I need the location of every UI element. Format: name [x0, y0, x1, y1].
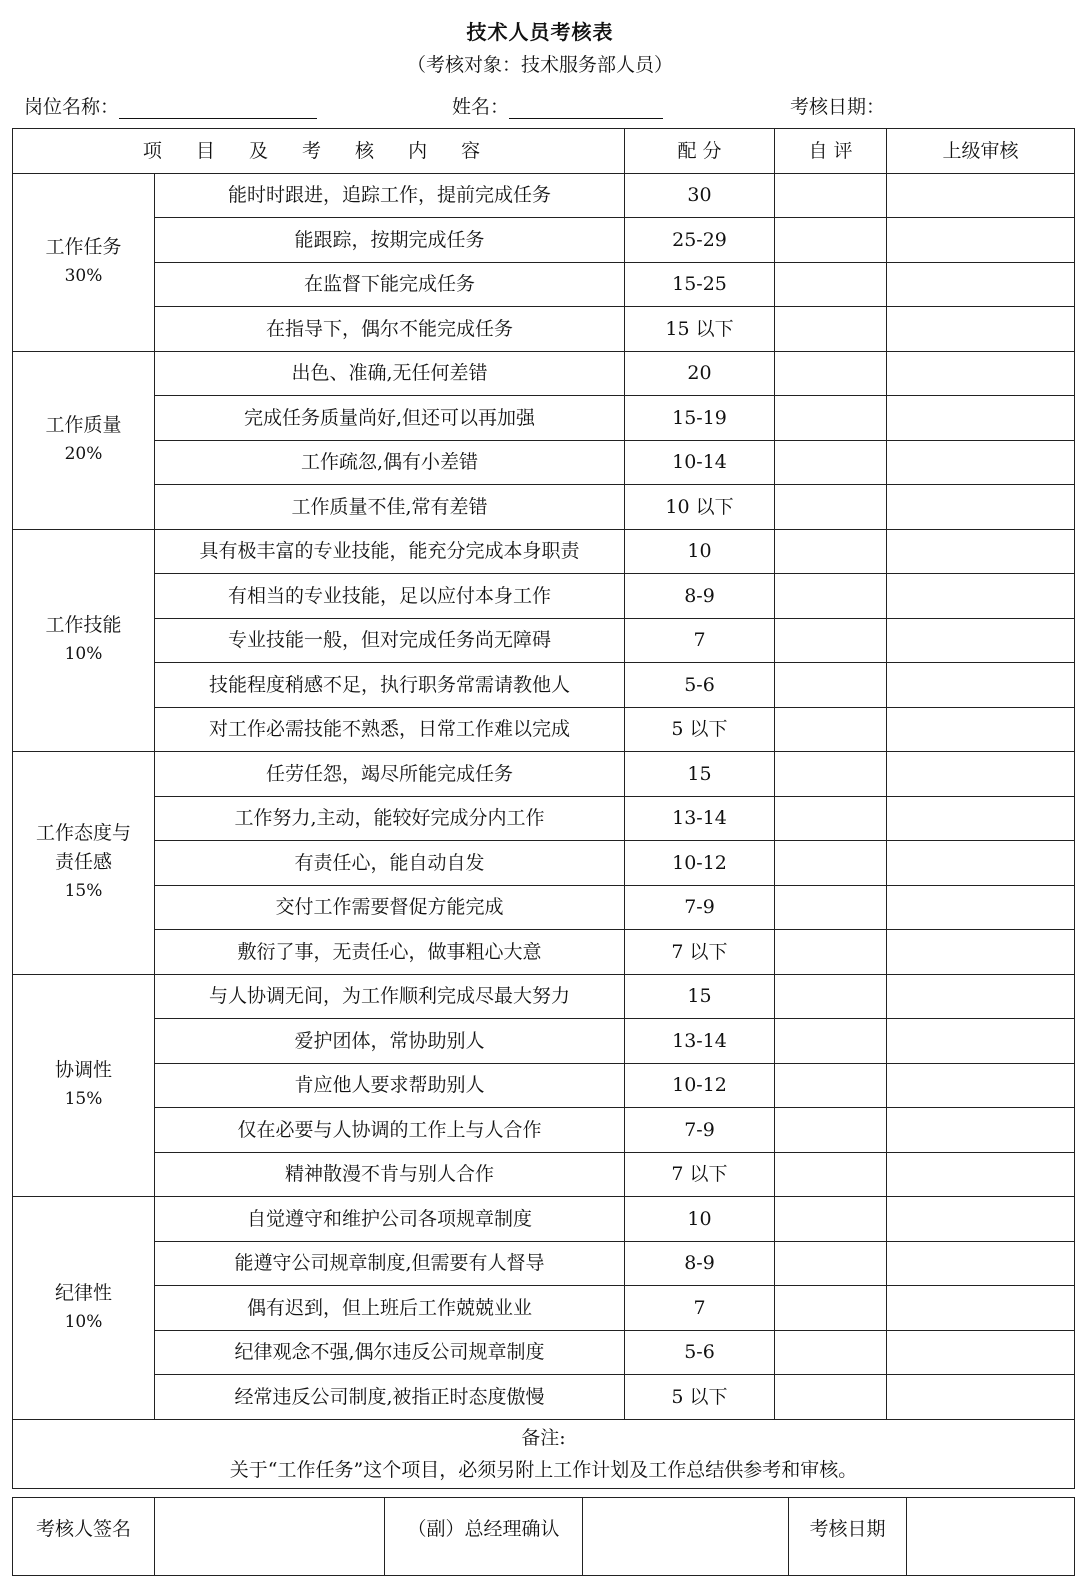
- review-score-cell[interactable]: [887, 307, 1075, 352]
- item-score: 7: [625, 618, 775, 663]
- item-desc: 对工作必需技能不熟悉，日常工作难以完成: [155, 707, 625, 752]
- table-row: [13, 1063, 1075, 1108]
- table-row: [13, 796, 1075, 841]
- review-score-cell[interactable]: [887, 262, 1075, 307]
- item-score: 30: [625, 173, 775, 218]
- table-row: [13, 218, 1075, 263]
- table-row: [13, 440, 1075, 485]
- category-weight: 20%: [64, 444, 103, 464]
- item-desc: 技能程度稍感不足，执行职务常需请教他人: [155, 663, 625, 708]
- category-weight: 15%: [64, 881, 103, 902]
- item-desc: 能时时跟进，追踪工作，提前完成任务: [155, 173, 625, 218]
- category-cell: [13, 974, 155, 1197]
- item-desc: 仅在必要与人协调的工作上与人合作: [155, 1108, 625, 1153]
- table-row: [13, 1286, 1075, 1331]
- review-score-cell[interactable]: [887, 841, 1075, 886]
- table-row: [13, 663, 1075, 708]
- item-desc: 敷衍了事，无责任心，做事粗心大意: [155, 930, 625, 975]
- self-score-cell[interactable]: [775, 1063, 887, 1108]
- table-row: [13, 1241, 1075, 1286]
- item-score: 10: [625, 529, 775, 574]
- item-score: 7 以下: [625, 1152, 775, 1197]
- self-score-cell[interactable]: [775, 1197, 887, 1242]
- table-row: [13, 485, 1075, 530]
- category-cell: [13, 351, 155, 529]
- self-score-cell[interactable]: [775, 707, 887, 752]
- self-score-cell[interactable]: [775, 930, 887, 975]
- category-weight: 10%: [64, 1311, 103, 1332]
- review-score-cell[interactable]: [887, 351, 1075, 396]
- table-row: [13, 752, 1075, 797]
- category-name: 工作质量: [45, 414, 122, 436]
- category-weight: 15%: [64, 1089, 103, 1110]
- form-subtitle: （考核对象：技术服务部人员）: [406, 54, 673, 76]
- item-score: 15: [625, 974, 775, 1019]
- self-score-cell[interactable]: [775, 574, 887, 619]
- item-score: 15 以下: [625, 307, 775, 352]
- table-row: [13, 618, 1075, 663]
- item-desc: 爱护团体，常协助别人: [155, 1019, 625, 1064]
- self-score-cell[interactable]: [775, 351, 887, 396]
- signature-table: [12, 1497, 1075, 1576]
- self-score-cell[interactable]: [775, 529, 887, 574]
- table-row: [13, 396, 1075, 441]
- form-title: 技术人员考核表: [466, 20, 614, 44]
- review-score-cell[interactable]: [887, 1063, 1075, 1108]
- category-name: 工作任务: [45, 236, 122, 258]
- name-field: [452, 92, 663, 119]
- item-score: 10 以下: [625, 485, 775, 530]
- table-row: [13, 307, 1075, 352]
- table-row: [13, 707, 1075, 752]
- signature-row: [13, 1498, 1075, 1576]
- assessment-table: [12, 128, 1075, 1489]
- review-score-cell[interactable]: [887, 974, 1075, 1019]
- remarks-text: 关于“工作任务”这个项目，必须另附上工作计划及工作总结供参考和审核。: [229, 1458, 858, 1481]
- item-score: 15: [625, 752, 775, 797]
- self-score-cell[interactable]: [775, 262, 887, 307]
- review-score-cell[interactable]: [887, 796, 1075, 841]
- table-row: [13, 1152, 1075, 1197]
- item-desc: 与人协调无间，为工作顺利完成尽最大努力: [155, 974, 625, 1019]
- self-score-cell[interactable]: [775, 1241, 887, 1286]
- position-label: 岗位名称：: [24, 96, 120, 118]
- gm-confirm-label: （副）总经理确认: [385, 1498, 583, 1576]
- date-label: 考核日期：: [790, 96, 886, 118]
- item-desc: 工作质量不佳,常有差错: [155, 485, 625, 530]
- item-desc: 在指导下，偶尔不能完成任务: [155, 307, 625, 352]
- position-field: [24, 92, 317, 119]
- self-score-cell[interactable]: [775, 173, 887, 218]
- item-score: 8-9: [625, 1241, 775, 1286]
- table-row: [13, 841, 1075, 886]
- item-score: 20: [625, 351, 775, 396]
- review-score-cell[interactable]: [887, 396, 1075, 441]
- item-score: 7: [625, 1286, 775, 1331]
- table-row: [13, 173, 1075, 218]
- item-score: 5-6: [625, 1330, 775, 1375]
- item-score: 15-19: [625, 396, 775, 441]
- category-weight: 10%: [64, 644, 103, 665]
- item-desc: 有责任心，能自动自发: [155, 841, 625, 886]
- category-name-line2: 责任感: [54, 851, 112, 874]
- table-row: [13, 351, 1075, 396]
- item-score: 5 以下: [625, 1375, 775, 1420]
- item-desc: 经常违反公司制度,被指正时态度傲慢: [155, 1375, 625, 1420]
- item-score: 13-14: [625, 1019, 775, 1064]
- item-score: 10: [625, 1197, 775, 1242]
- table-row: [13, 1197, 1075, 1242]
- review-score-cell[interactable]: [887, 1108, 1075, 1153]
- category-cell: [13, 529, 155, 752]
- review-score-cell[interactable]: [887, 1197, 1075, 1242]
- item-desc: 任劳任怨，竭尽所能完成任务: [155, 752, 625, 797]
- header-content: 项 目 及 考 核 内 容: [13, 129, 625, 174]
- item-score: 8-9: [625, 574, 775, 619]
- self-score-cell[interactable]: [775, 1330, 887, 1375]
- category-name: 纪律性: [54, 1281, 112, 1304]
- self-score-cell[interactable]: [775, 885, 887, 930]
- table-row: [13, 1019, 1075, 1064]
- item-desc: 在监督下能完成任务: [155, 262, 625, 307]
- remarks-cell: [13, 1419, 1075, 1488]
- item-desc: 工作疏忽,偶有小差错: [155, 440, 625, 485]
- review-score-cell[interactable]: [887, 752, 1075, 797]
- review-score-cell[interactable]: [887, 885, 1075, 930]
- item-desc: 工作努力,主动，能较好完成分内工作: [155, 796, 625, 841]
- item-desc: 出色、准确,无任何差错: [155, 351, 625, 396]
- item-score: 7-9: [625, 885, 775, 930]
- self-score-cell[interactable]: [775, 1019, 887, 1064]
- table-row: [13, 885, 1075, 930]
- gm-confirm-cell[interactable]: [583, 1498, 789, 1576]
- evaluator-signature-cell[interactable]: [155, 1498, 385, 1576]
- evaluator-label: 考核人签名: [13, 1498, 155, 1576]
- name-label: 姓名：: [452, 96, 510, 118]
- sign-date-cell[interactable]: [907, 1498, 1075, 1576]
- review-score-cell[interactable]: [887, 1330, 1075, 1375]
- review-score-cell[interactable]: [887, 529, 1075, 574]
- self-score-cell[interactable]: [775, 618, 887, 663]
- item-score: 10-12: [625, 1063, 775, 1108]
- self-score-cell[interactable]: [775, 752, 887, 797]
- item-score: 13-14: [625, 796, 775, 841]
- review-score-cell[interactable]: [887, 1019, 1075, 1064]
- review-score-cell[interactable]: [887, 618, 1075, 663]
- table-row: [13, 1375, 1075, 1420]
- item-desc: 自觉遵守和维护公司各项规章制度: [155, 1197, 625, 1242]
- item-desc: 纪律观念不强,偶尔违反公司规章制度: [155, 1330, 625, 1375]
- self-score-cell[interactable]: [775, 307, 887, 352]
- category-cell: [13, 1197, 155, 1420]
- review-score-cell[interactable]: [887, 1241, 1075, 1286]
- category-name-line1: 工作态度与: [35, 822, 131, 845]
- self-score-cell[interactable]: [775, 1375, 887, 1420]
- item-desc: 肯应他人要求帮助别人: [155, 1063, 625, 1108]
- table-row: [13, 529, 1075, 574]
- sign-date-label: 考核日期: [789, 1498, 907, 1576]
- category-name: 工作技能: [45, 614, 122, 637]
- item-desc: 偶有迟到，但上班后工作兢兢业业: [155, 1286, 625, 1331]
- table-row: [13, 1330, 1075, 1375]
- item-score: 7-9: [625, 1108, 775, 1153]
- self-score-cell[interactable]: [775, 1108, 887, 1153]
- item-desc: 能跟踪，按期完成任务: [155, 218, 625, 263]
- item-desc: 完成任务质量尚好,但还可以再加强: [155, 396, 625, 441]
- review-score-cell[interactable]: [887, 173, 1075, 218]
- self-score-cell[interactable]: [775, 663, 887, 708]
- item-score: 25-29: [625, 218, 775, 263]
- item-score: 10-12: [625, 841, 775, 886]
- self-score-cell[interactable]: [775, 218, 887, 263]
- header-self: 自 评: [775, 129, 887, 174]
- review-score-cell[interactable]: [887, 485, 1075, 530]
- review-score-cell[interactable]: [887, 663, 1075, 708]
- review-score-cell[interactable]: [887, 440, 1075, 485]
- self-score-cell[interactable]: [775, 440, 887, 485]
- header-score: 配 分: [625, 129, 775, 174]
- table-row: [13, 974, 1075, 1019]
- review-score-cell[interactable]: [887, 707, 1075, 752]
- item-score: 7 以下: [625, 930, 775, 975]
- name-input-line[interactable]: [509, 98, 663, 119]
- self-score-cell[interactable]: [775, 396, 887, 441]
- table-row: [13, 1108, 1075, 1153]
- item-desc: 有相当的专业技能，足以应付本身工作: [155, 574, 625, 619]
- item-desc: 精神散漫不肯与别人合作: [155, 1152, 625, 1197]
- review-score-cell[interactable]: [887, 1152, 1075, 1197]
- category-name: 协调性: [54, 1059, 112, 1082]
- self-score-cell[interactable]: [775, 974, 887, 1019]
- category-cell: [13, 173, 155, 351]
- self-score-cell[interactable]: [775, 1286, 887, 1331]
- item-score: 5-6: [625, 663, 775, 708]
- review-score-cell[interactable]: [887, 930, 1075, 975]
- item-score: 10-14: [625, 440, 775, 485]
- review-score-cell[interactable]: [887, 1375, 1075, 1420]
- table-row: [13, 574, 1075, 619]
- table-row: [13, 930, 1075, 975]
- item-desc: 交付工作需要督促方能完成: [155, 885, 625, 930]
- self-score-cell[interactable]: [775, 1152, 887, 1197]
- category-cell: [13, 752, 155, 975]
- item-score: 15-25: [625, 262, 775, 307]
- table-row: [13, 262, 1075, 307]
- review-score-cell[interactable]: [887, 1286, 1075, 1331]
- self-score-cell[interactable]: [775, 796, 887, 841]
- table-header-row: [13, 129, 1075, 174]
- remarks-row: [13, 1419, 1075, 1488]
- date-field: [790, 92, 885, 119]
- position-input-line[interactable]: [119, 98, 317, 119]
- header-review: 上级审核: [887, 129, 1075, 174]
- category-weight: 30%: [64, 266, 103, 286]
- item-score: 5 以下: [625, 707, 775, 752]
- review-score-cell[interactable]: [887, 218, 1075, 263]
- remarks-label: 备注:: [521, 1426, 566, 1449]
- item-desc: 能遵守公司规章制度,但需要有人督导: [155, 1241, 625, 1286]
- self-score-cell[interactable]: [775, 485, 887, 530]
- review-score-cell[interactable]: [887, 574, 1075, 619]
- self-score-cell[interactable]: [775, 841, 887, 886]
- item-desc: 专业技能一般，但对完成任务尚无障碍: [155, 618, 625, 663]
- item-desc: 具有极丰富的专业技能，能充分完成本身职责: [155, 529, 625, 574]
